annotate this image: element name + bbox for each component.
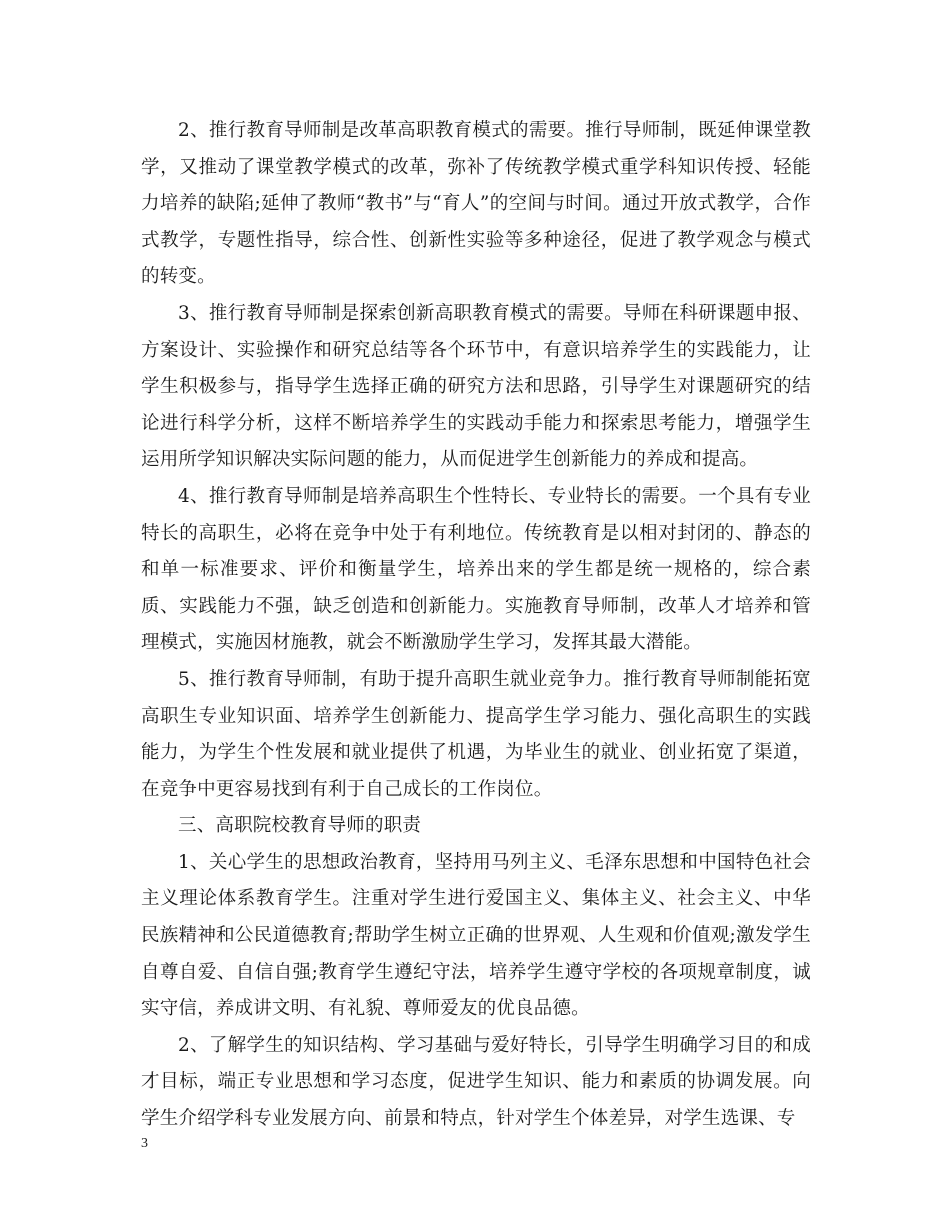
document-body — [141, 113, 811, 1138]
section-heading-mentor-duties: 三、高职院校教育导师的职责 — [178, 815, 422, 837]
paragraph-reform-mode: 2、推行教育导师制是改革高职教育模式的需要。推行导师制，既延伸课堂教学，又推动了课堂教学模式的改革，弥补了传统教学模式重学科知识传授、轻能力培养的缺陷;延伸了教师“教书”与“育人”的空间与时间。通过开放式教学，合作式教学，专题性指导，综合性、创新性实验等多种途径，促进了教学观念与模式的转变。 — [141, 120, 811, 288]
paragraph-duty-knowledge-structure: 2、了解学生的知识结构、学习基础与爱好特长，引导学生明确学习目的和成才目标，端正专业思想和学习态度，促进学生知识、能力和素质的协调发展。向学生介绍学科专业发展方向、前景和特点，针对学生个体差异，对学生选课、专 — [141, 1034, 811, 1130]
paragraph-duty-political-education: 1、关心学生的思想政治教育，坚持用马列主义、毛泽东思想和中国特色社会主义理论体系教育学生。注重对学生进行爱国主义、集体主义、社会主义、中华民族精神和公民道德教育;帮助学生树立正确的世界观、人生观和价值观;激发学生自尊自爱、自信自强;教育学生遵纪守法，培养学生遵守学校的各项规章制度，诚实守信，养成讲文明、有礼貌、尊师爱友的优良品德。 — [141, 851, 811, 1020]
paragraph-innovation-mode: 3、推行教育导师制是探索创新高职教育模式的需要。导师在科研课题申报、方案设计、实验操作和研究总结等各个环节中，有意识培养学生的实践能力，让学生积极参与，指导学生选择正确的研究方法和思路，引导学生对课题研究的结论进行科学分析，这样不断培养学生的实践动手能力和探索思考能力，增强学生运用所学知识解决实际问题的能力，从而促进学生创新能力的养成和提高。 — [141, 302, 811, 471]
paragraph-employment-competitiveness: 5、推行教育导师制，有助于提升高职生就业竞争力。推行教育导师制能拓宽高职生专业知识面、培养学生创新能力、提高学生学习能力、强化高职生的实践能力，为学生个性发展和就业提供了机遇，为毕业生的就业、创业拓宽了渠道，在竞争中更容易找到有利于自己成长的工作岗位。 — [141, 668, 811, 800]
paragraph-personal-specialty: 4、推行教育导师制是培养高职生个性特长、专业特长的需要。一个具有专业特长的高职生，必将在竞争中处于有利地位。传统教育是以相对封闭的、静态的和单一标准要求、评价和衡量学生，培养出来的学生都是统一规格的，综合素质、实践能力不强，缺乏创造和创新能力。实施教育导师制，改革人才培养和管理模式，实施因材施教，就会不断激励学生学习，发挥其最大潜能。 — [141, 485, 811, 654]
page-number: 3 — [141, 1136, 148, 1151]
